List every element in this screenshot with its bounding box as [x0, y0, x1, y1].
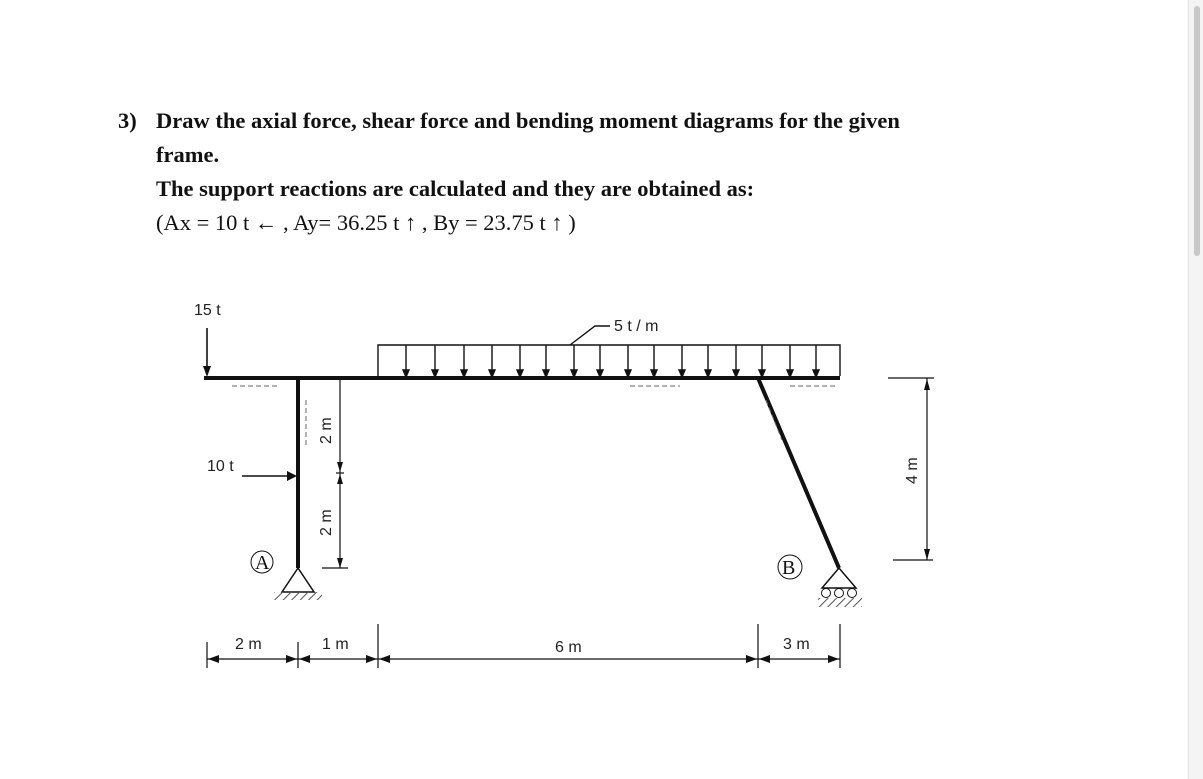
dim-arrow [208, 655, 219, 663]
support-b-label: B [782, 557, 796, 579]
dim-arrow [337, 474, 343, 484]
dim-bottom-label: 3 m [783, 636, 810, 653]
dim-arrow [299, 655, 310, 663]
point-load-label: 15 t [194, 302, 221, 319]
dim-arrow [759, 655, 770, 663]
dim-arrow [286, 655, 297, 663]
dim-total-height-label: 4 m [904, 457, 921, 484]
problem-number: 3) [118, 108, 137, 133]
problem-text-line-3: The support reactions are calculated and they are obtained as: [156, 176, 755, 201]
problem-text-line-1: Draw the axial force, shear force and bending moment diagrams for the given [156, 108, 900, 133]
distributed-load-label: 5 t / m [614, 318, 659, 335]
dim-upper-column-label: 2 m [318, 417, 335, 444]
dim-arrow [337, 462, 343, 472]
support-a-label: A [255, 552, 270, 574]
frame-members [204, 378, 840, 568]
horizontal-load-label: 10 t [207, 458, 234, 475]
dim-lower-column-label: 2 m [318, 509, 335, 536]
dim-bottom-label: 6 m [555, 639, 582, 656]
horizontal-load-arrow [242, 471, 297, 481]
dim-arrow [924, 549, 930, 560]
dim-bottom-label: 2 m [235, 636, 262, 653]
distributed-load [378, 326, 840, 377]
dim-arrow [746, 655, 757, 663]
dim-arrow [828, 655, 839, 663]
dim-arrow [337, 558, 343, 568]
support-b-roller [818, 568, 862, 607]
dim-bottom-label: 1 m [322, 636, 349, 653]
support-a-pin [274, 568, 322, 600]
column-dimension-line [322, 378, 348, 568]
point-load-arrow [203, 328, 211, 377]
bottom-dimension-line [207, 624, 840, 668]
dim-arrow [924, 379, 930, 390]
dim-arrow [366, 655, 377, 663]
dim-arrow [379, 655, 390, 663]
problem-text-line-2: frame. [156, 142, 220, 167]
reactions-line: (Ax = 10 t ← , Ay= 36.25 t ↑ , By = 23.75 t ↑ ) [156, 210, 576, 235]
inclined-member [758, 378, 839, 568]
